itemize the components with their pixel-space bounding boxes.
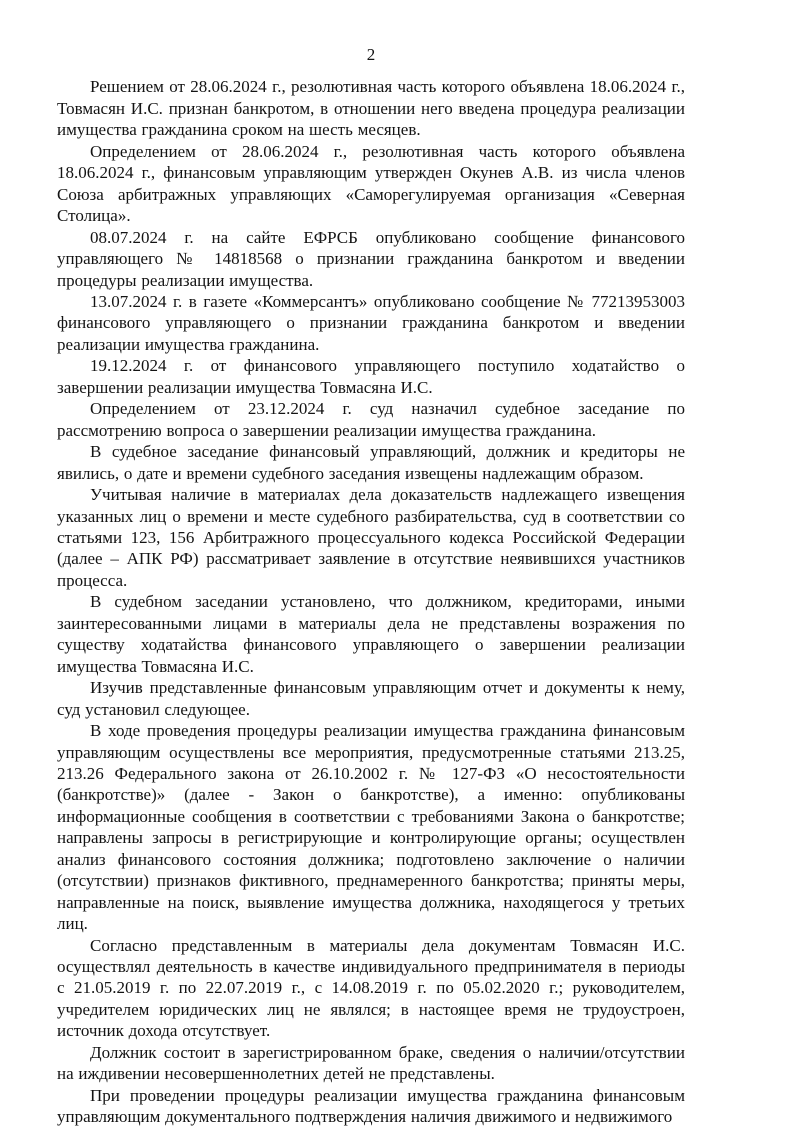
paragraph: При проведении процедуры реализации имущества гражданина финансовым управляющим документального подтверждения наличия движимого и недвижимого xyxy=(57,1085,685,1127)
paragraph: Изучив представленные финансовым управляющим отчет и документы к нему, суд установил следующее. xyxy=(57,678,685,719)
page-number: 2 xyxy=(366,45,376,64)
paragraph: В судебное заседание финансовый управляющий, должник и кредиторы не явились, о дате и времени судебного заседания извещены надлежащим образом. xyxy=(57,442,685,483)
paragraph: В ходе проведения процедуры реализации имущества гражданина финансовым управляющим осуществлены все мероприятия, предусмотренные статьями 213.25, 213.26 Федерального закона от 26.10.2002 г. № 127-ФЗ «О несостоятельности (банкротстве)» (далее - Закон о банкротстве), а именно: опубликованы информационные сообщения в соответствии с требованиями Закона о банкротстве; направлены запросы в регистрирующие и контролирующие органы; осуществлен анализ финансового состояния должника; подготовлено заключение о наличии (отсутствии) признаков фиктивного, преднамеренного банкротства; приняты меры, направленные на поиск, выявление имущества должника, находящегося у третьих лиц. xyxy=(57,721,685,934)
paragraph: В судебном заседании установлено, что должником, кредиторами, иными заинтересованными лицами в материалы дела не представлены возражения по существу ходатайства финансового управляющего о завершении реализации имущества Товмасяна И.С. xyxy=(57,592,685,676)
paragraph: Определением от 23.12.2024 г. суд назначил судебное заседание по рассмотрению вопроса о завершении реализации имущества гражданина. xyxy=(57,399,685,440)
paragraph: Учитывая наличие в материалах дела доказательств надлежащего извещения указанных лиц о времени и месте судебного разбирательства, суд в соответствии со статьями 123, 156 Арбитражного процессуального кодекса Российской Федерации (далее – АПК РФ) рассматривает заявление в отсутствие неявившихся участников процесса. xyxy=(57,485,685,590)
document-body xyxy=(57,76,685,1127)
paragraph: 13.07.2024 г. в газете «Коммерсантъ» опубликовано сообщение № 77213953003 финансового управляющего о признании гражданина банкротом и введении реализации имущества гражданина. xyxy=(57,291,685,354)
paragraph: Решением от 28.06.2024 г., резолютивная часть которого объявлена 18.06.2024 г., Товмасян И.С. признан банкротом, в отношении него введена процедура реализации имущества гражданина сроком на шесть месяцев. xyxy=(57,77,685,140)
paragraph: 08.07.2024 г. на сайте ЕФРСБ опубликовано сообщение финансового управляющего № 14818568 о признании гражданина банкротом и введении процедуры реализации имущества. xyxy=(57,227,685,290)
paragraph: 19.12.2024 г. от финансового управляющего поступило ходатайство о завершении реализации имущества Товмасяна И.С. xyxy=(57,356,685,397)
paragraph: Должник состоит в зарегистрированном браке, сведения о наличии/отсутствии на иждивении несовершеннолетних детей не представлены. xyxy=(57,1042,685,1084)
paragraph: Согласно представленным в материалы дела документам Товмасян И.С. осуществлял деятельность в качестве индивидуального предпринимателя в периоды с 21.05.2019 г. по 22.07.2019 г., с 14.08.2019 г. по 05.02.2020 г.; руководителем, учредителем юридических лиц не являлся; в настоящее время не трудоустроен, источник дохода отсутствует. xyxy=(57,935,685,1041)
paragraph: Определением от 28.06.2024 г., резолютивная часть которого объявлена 18.06.2024 г., финансовым управляющим утвержден Окунев А.В. из числа членов Союза арбитражных управляющих «Саморегулируемая организация «Северная Столица». xyxy=(57,141,685,226)
